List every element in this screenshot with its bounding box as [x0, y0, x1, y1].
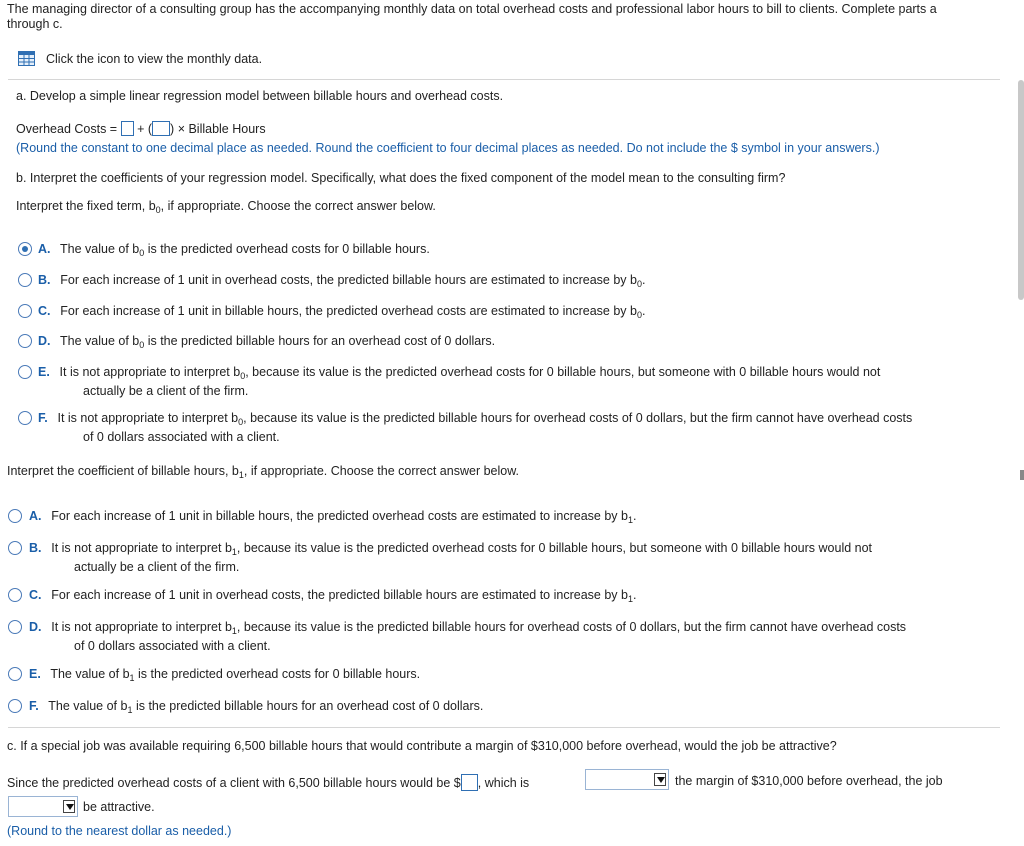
option-text: The value of b — [60, 242, 140, 256]
option-text-end: , because its value is the predicted overhead costs for 0 billable hours, but someone with 0 billable hours would not — [236, 541, 873, 555]
eq-prefix: Overhead Costs = — [16, 122, 118, 136]
part-a-note: (Round the constant to one decimal place as needed. Round the coefficient to four decimal places as needed. Do not include the $ symbol in your answers.) — [16, 141, 880, 155]
q2-option-f[interactable] — [29, 697, 483, 716]
option-subscript: 0 — [139, 340, 145, 350]
q2-option-d[interactable] — [29, 618, 906, 637]
option-letter: E. — [38, 365, 50, 379]
coefficient-question-text-end: , if appropriate. Choose the correct answer below. — [243, 464, 520, 478]
q1-radio-a[interactable] — [18, 242, 32, 256]
option-text-end: is the predicted overhead costs for 0 billable hours. — [144, 242, 430, 256]
option-letter: C. — [38, 304, 51, 318]
subscript-0: 0 — [155, 205, 161, 215]
chevron-down-icon[interactable] — [654, 773, 666, 786]
q1-radio-f[interactable] — [18, 411, 32, 425]
table-grid-icon[interactable] — [18, 51, 35, 66]
option-subscript: 1 — [627, 515, 633, 525]
subscript-1: 1 — [238, 470, 244, 480]
option-text: For each increase of 1 unit in overhead costs, the predicted billable hours are estimated to increase by b — [51, 588, 628, 602]
option-subscript: 0 — [636, 310, 642, 320]
view-data-link[interactable]: Click the icon to view the monthly data. — [46, 52, 263, 66]
part-c-sentence-start — [7, 774, 529, 791]
option-subscript: 1 — [127, 705, 133, 715]
q1-option-b[interactable] — [38, 271, 645, 290]
divider — [8, 79, 1000, 80]
option-letter: C. — [29, 588, 42, 602]
q2-radio-e[interactable] — [8, 667, 22, 681]
option-subscript: 0 — [240, 371, 246, 381]
q1-option-e[interactable] — [38, 363, 880, 382]
q2-radio-c[interactable] — [8, 588, 22, 602]
option-text-end: . — [641, 273, 646, 287]
option-text-end: is the predicted billable hours for an overhead cost of 0 dollars. — [144, 334, 496, 348]
intro-line-2: through c. — [7, 17, 63, 31]
attractive-select[interactable] — [8, 796, 78, 817]
option-text-continued: actually be a client of the firm. — [74, 560, 240, 574]
option-letter: D. — [29, 620, 42, 634]
q1-option-a[interactable] — [38, 240, 430, 259]
coefficient-input[interactable] — [152, 121, 170, 136]
fixed-term-question — [16, 199, 436, 213]
option-text: The value of b — [50, 667, 130, 681]
option-text: The value of b — [48, 699, 128, 713]
option-text-end: is the predicted overhead costs for 0 billable hours. — [134, 667, 421, 681]
option-text-continued: of 0 dollars associated with a client. — [83, 430, 280, 444]
option-letter: B. — [29, 541, 42, 555]
q1-option-d[interactable] — [38, 332, 495, 351]
q1-radio-e[interactable] — [18, 365, 32, 379]
q1-radio-c[interactable] — [18, 304, 32, 318]
fixed-term-question-text-end: , if appropriate. Choose the correct answer below. — [160, 199, 436, 213]
option-subscript: 0 — [139, 248, 145, 258]
q2-option-c[interactable] — [29, 586, 636, 605]
option-letter: A. — [38, 242, 51, 256]
divider-c — [8, 727, 1000, 728]
q2-radio-a[interactable] — [8, 509, 22, 523]
option-text-end: , because its value is the predicted overhead costs for 0 billable hours, but someone with 0 billable hours would not — [245, 365, 881, 379]
option-subscript: 1 — [231, 547, 237, 557]
option-letter: A. — [29, 509, 42, 523]
q2-radio-b[interactable] — [8, 541, 22, 555]
option-letter: D. — [38, 334, 51, 348]
chevron-down-icon[interactable] — [63, 800, 75, 813]
part-c-text-3: the margin of $310,000 before overhead, the job — [675, 774, 943, 788]
option-letter: F. — [38, 411, 48, 425]
option-text-end: , because its value is the predicted billable hours for overhead costs of 0 dollars, but the firm cannot have overhead costs — [236, 620, 907, 634]
part-c-text-4: be attractive. — [83, 800, 155, 814]
option-text: It is not appropriate to interpret b — [51, 541, 232, 555]
q1-radio-b[interactable] — [18, 273, 32, 287]
option-text: For each increase of 1 unit in overhead costs, the predicted billable hours are estimated to increase by b — [60, 273, 637, 287]
regression-equation — [16, 121, 266, 136]
q2-radio-f[interactable] — [8, 699, 22, 713]
eq-close-paren: ) — [170, 122, 175, 136]
q2-radio-d[interactable] — [8, 620, 22, 634]
option-letter: B. — [38, 273, 51, 287]
intro-line-1: The managing director of a consulting group has the accompanying monthly data on total overhead costs and professional labor hours to bill to clients. Complete parts a — [7, 2, 937, 16]
option-text: The value of b — [60, 334, 140, 348]
option-text-end: . — [632, 588, 637, 602]
coefficient-question — [7, 464, 519, 478]
constant-input[interactable] — [121, 121, 134, 136]
option-text-end: , because its value is the predicted billable hours for overhead costs of 0 dollars, but the firm cannot have overhead costs — [243, 411, 913, 425]
part-c-text-2: , which is — [477, 776, 530, 790]
option-text-continued: of 0 dollars associated with a client. — [74, 639, 271, 653]
option-letter: F. — [29, 699, 39, 713]
option-text-end: . — [632, 509, 637, 523]
eq-suffix: × Billable Hours — [177, 122, 266, 136]
q2-option-a[interactable] — [29, 507, 636, 526]
option-subscript: 1 — [627, 594, 633, 604]
eq-open-paren: ( — [147, 122, 153, 136]
q2-option-e[interactable] — [29, 665, 420, 684]
fixed-term-question-text: Interpret the fixed term, b — [16, 199, 156, 213]
q1-option-f[interactable] — [38, 409, 912, 428]
coefficient-question-text: Interpret the coefficient of billable hours, b — [7, 464, 239, 478]
option-text: It is not appropriate to interpret b — [59, 365, 241, 379]
option-letter: E. — [29, 667, 41, 681]
scroll-marker — [1020, 470, 1024, 480]
scrollbar[interactable] — [1018, 80, 1024, 300]
option-text: It is not appropriate to interpret b — [57, 411, 239, 425]
part-a-title: a. Develop a simple linear regression model between billable hours and overhead costs. — [16, 89, 504, 103]
option-text-end: . — [641, 304, 646, 318]
option-text: For each increase of 1 unit in billable hours, the predicted overhead costs are estimated to increase by b — [51, 509, 628, 523]
option-subscript: 0 — [636, 279, 642, 289]
q2-option-b[interactable] — [29, 539, 872, 558]
part-c-text-1: Since the predicted overhead costs of a client with 6,500 billable hours would be $ — [7, 776, 461, 790]
overhead-cost-input[interactable] — [461, 774, 478, 791]
part-b-title: b. Interpret the coefficients of your regression model. Specifically, what does the fixed component of the model mean to the consulting firm? — [16, 171, 786, 185]
option-subscript: 1 — [129, 673, 135, 683]
option-subscript: 1 — [231, 626, 237, 636]
option-text-end: is the predicted billable hours for an overhead cost of 0 dollars. — [132, 699, 484, 713]
eq-plus: + — [137, 122, 145, 136]
option-text-continued: actually be a client of the firm. — [83, 384, 249, 398]
option-text: For each increase of 1 unit in billable hours, the predicted overhead costs are estimated to increase by b — [60, 304, 637, 318]
option-subscript: 0 — [238, 417, 244, 427]
comparison-select[interactable] — [585, 769, 669, 790]
q1-radio-d[interactable] — [18, 334, 32, 348]
part-c-title: c. If a special job was available requiring 6,500 billable hours that would contribute a margin of $310,000 before overhead, would the job be attractive? — [7, 739, 837, 753]
q1-option-c[interactable] — [38, 302, 645, 321]
option-text: It is not appropriate to interpret b — [51, 620, 232, 634]
part-c-note: (Round to the nearest dollar as needed.) — [7, 824, 232, 838]
